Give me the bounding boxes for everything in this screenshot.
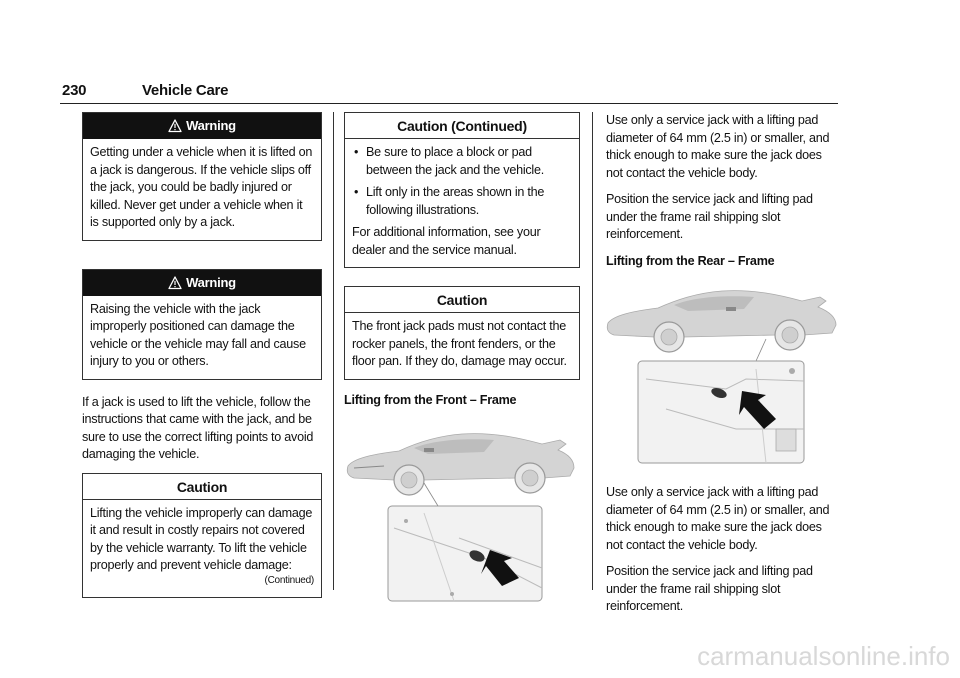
car-silhouette [347,434,574,495]
caution-box [82,473,322,599]
warning-triangle-icon [168,119,182,133]
body-paragraph: Position the service jack and lifting pad under the frame rail shipping slot reinforcement. [606,564,813,613]
warning-text: Raising the vehicle with the jack improperly positioned can damage the vehicle or the vehicle may fall and cause injury to you or others. [90,301,306,368]
body-paragraph: Use only a service jack with a lifting pad diameter of 64 mm (2.5 in) or smaller, and thick enough to make sure the jack does not contact the vehicle body. [606,485,830,552]
car-silhouette [607,291,836,352]
warning-header [83,270,321,296]
caution-continued-box [344,112,580,268]
bullet-item: • Be sure to place a block or pad between the jack and the vehicle. [352,144,572,179]
rear-frame-lift-diagram [606,279,841,469]
caution-body [83,500,321,598]
caution-body [345,139,579,267]
column-divider-2 [592,112,593,590]
warning-box-1 [82,112,322,241]
bullet-item: • Lift only in the areas shown in the following illustrations. [352,184,572,219]
caution-bullets [352,144,572,219]
warning-title: Warning [186,274,236,290]
watermark: carmanualsonline.info [697,641,950,671]
caution-text: For additional information, see your dealer and the service manual. [352,225,541,257]
figure-heading: Lifting from the Front – Frame [344,392,517,407]
warning-text: Getting under a vehicle when it is lifted on a jack is dangerous. If the vehicle slips off the jack, you could be badly injured or killed. Never get under a vehicle when it is supported only by a jack. [90,145,313,229]
warning-header [83,113,321,139]
caution-box-2 [344,286,580,380]
caution-text: Lifting the vehicle improperly can damage it and result in costly repairs not covered by the vehicle warranty. To lift the vehicle properly and prevent vehicle damage: [90,505,313,572]
body-paragraph: If a jack is used to lift the vehicle, follow the instructions that came with the jack, and be sure to use the correct lifting points to avoid damaging the vehicle. [82,394,314,461]
page-number: 230 [62,82,87,99]
warning-title: Warning [186,118,236,133]
section-title: Vehicle Care [142,82,229,99]
body-paragraph: Use only a service jack with a lifting pad diameter of 64 mm (2.5 in) or smaller, and thick enough to make sure the jack does not contact the vehicle body. [606,113,830,180]
column-3 [606,112,841,625]
column-1 [82,112,322,612]
rear-lift-illustration [606,279,841,474]
caution-header: Caution (Continued) [345,113,579,139]
continued-label: (Continued) [264,574,314,586]
front-lift-illustration [344,418,580,608]
caution-header: Caution [83,474,321,500]
figure-heading: Lifting from the Rear – Frame [606,253,775,268]
warning-box-2 [82,269,322,380]
warning-triangle-icon [168,276,182,290]
column-2 [344,112,580,608]
column-divider-1 [333,112,334,590]
front-frame-lift-diagram [344,418,580,603]
page-header [60,80,838,104]
caution-text: The front jack pads must not contact the rocker panels, the front fenders, or the floor pan. If they do, damage may occur. [352,319,567,368]
body-paragraph: Position the service jack and lifting pad under the frame rail shipping slot reinforcement. [606,192,813,241]
caution-header: Caution [345,287,579,313]
